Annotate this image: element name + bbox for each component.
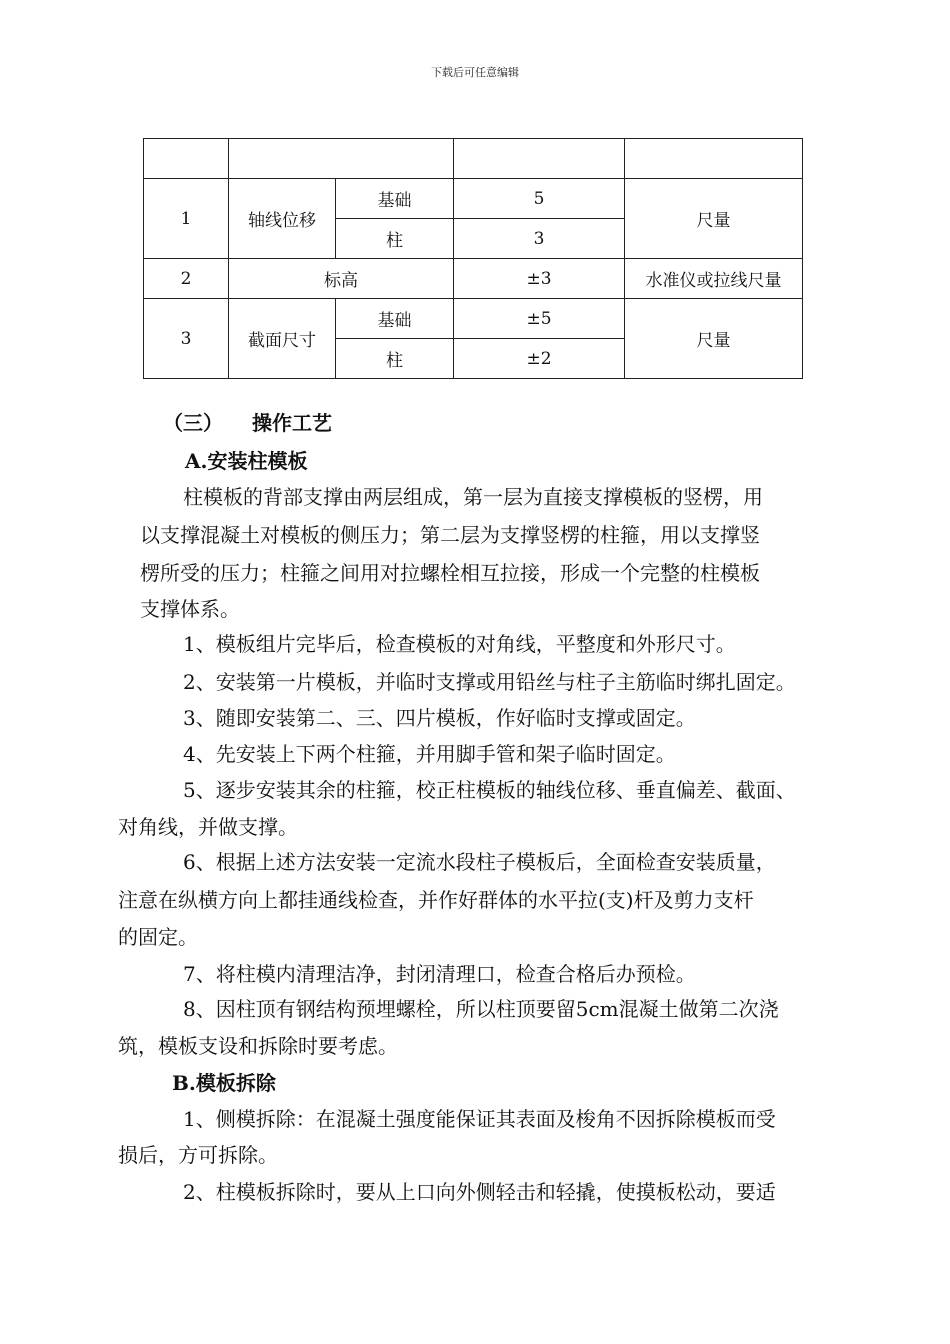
tolerance-value: ±3 bbox=[454, 259, 625, 299]
section-number: （三） bbox=[163, 411, 223, 435]
section-title: 操作工艺 bbox=[252, 411, 332, 435]
step-line: 对角线，并做支撑。 bbox=[118, 815, 298, 839]
table-cell bbox=[144, 139, 229, 179]
sub-item: 柱 bbox=[336, 339, 454, 379]
item-name: 轴线位移 bbox=[229, 179, 336, 259]
sub-item: 基础 bbox=[336, 299, 454, 339]
tolerance-value: 5 bbox=[454, 179, 625, 219]
table-cell bbox=[625, 139, 803, 179]
table-cell bbox=[454, 139, 625, 179]
step-line: 的固定。 bbox=[118, 925, 198, 949]
tolerance-value: 3 bbox=[454, 219, 625, 259]
table-header-row bbox=[144, 139, 803, 179]
tolerance-value: ±2 bbox=[454, 339, 625, 379]
tolerance-table bbox=[143, 138, 803, 379]
subsection-b-title: B.模板拆除 bbox=[172, 1071, 276, 1095]
step-line: 6、根据上述方法安装一定流水段柱子模板后，全面检查安装质量， bbox=[183, 850, 776, 874]
table-row bbox=[144, 299, 803, 339]
step-line: 8、因柱顶有钢结构预埋螺栓，所以柱顶要留5cm混凝土做第二次浇 bbox=[183, 997, 779, 1021]
table-row bbox=[144, 179, 803, 219]
check-method: 尺量 bbox=[625, 179, 803, 259]
table-cell bbox=[229, 139, 454, 179]
step-line: 注意在纵横方向上都挂通线检查，并作好群体的水平拉(支)杆及剪力支杆 bbox=[118, 888, 754, 912]
step-line: 1、侧模拆除：在混凝土强度能保证其表面及梭角不因拆除模板而受 bbox=[183, 1107, 776, 1131]
step-line: 损后，方可拆除。 bbox=[118, 1143, 278, 1167]
step-line: 2、柱模板拆除时，要从上口向外侧轻击和轻撬，使摸板松动，要适 bbox=[183, 1180, 776, 1204]
row-number: 2 bbox=[144, 259, 229, 299]
subsection-a-title: A.安装柱模板 bbox=[185, 449, 308, 473]
check-method: 水准仪或拉线尺量 bbox=[625, 259, 803, 299]
step-line: 1、模板组片完毕后，检查模板的对角线，平整度和外形尺寸。 bbox=[183, 632, 736, 656]
paragraph-line: 楞所受的压力；柱箍之间用对拉螺栓相互拉接，形成一个完整的柱模板 bbox=[140, 561, 760, 585]
row-number: 1 bbox=[144, 179, 229, 259]
paragraph-line: 支撑体系。 bbox=[140, 597, 240, 621]
tolerance-value: ±5 bbox=[454, 299, 625, 339]
step-line: 7、将柱模内清理洁净，封闭清理口，检查合格后办预检。 bbox=[183, 962, 696, 986]
step-line: 3、随即安装第二、三、四片模板，作好临时支撑或固定。 bbox=[183, 706, 696, 730]
step-line: 5、逐步安装其余的柱箍，校正柱模板的轴线位移、垂直偏差、截面、 bbox=[183, 778, 796, 802]
sub-item: 基础 bbox=[336, 179, 454, 219]
step-line: 2、安装第一片模板，并临时支撑或用铅丝与柱子主筋临时绑扎固定。 bbox=[183, 670, 796, 694]
step-line: 筑，模板支设和拆除时要考虑。 bbox=[118, 1034, 398, 1058]
sub-item: 柱 bbox=[336, 219, 454, 259]
item-name: 标高 bbox=[229, 259, 454, 299]
paragraph-line: 以支撑混凝土对模板的侧压力；第二层为支撑竖楞的柱箍，用以支撑竖 bbox=[140, 523, 760, 547]
table-row bbox=[144, 259, 803, 299]
check-method: 尺量 bbox=[625, 299, 803, 379]
paragraph-line: 柱模板的背部支撑由两层组成，第一层为直接支撑模板的竖楞，用 bbox=[183, 485, 763, 509]
page-header: 下载后可任意编辑 bbox=[431, 66, 519, 79]
item-name: 截面尺寸 bbox=[229, 299, 336, 379]
step-line: 4、先安装上下两个柱箍，并用脚手管和架子临时固定。 bbox=[183, 742, 676, 766]
row-number: 3 bbox=[144, 299, 229, 379]
